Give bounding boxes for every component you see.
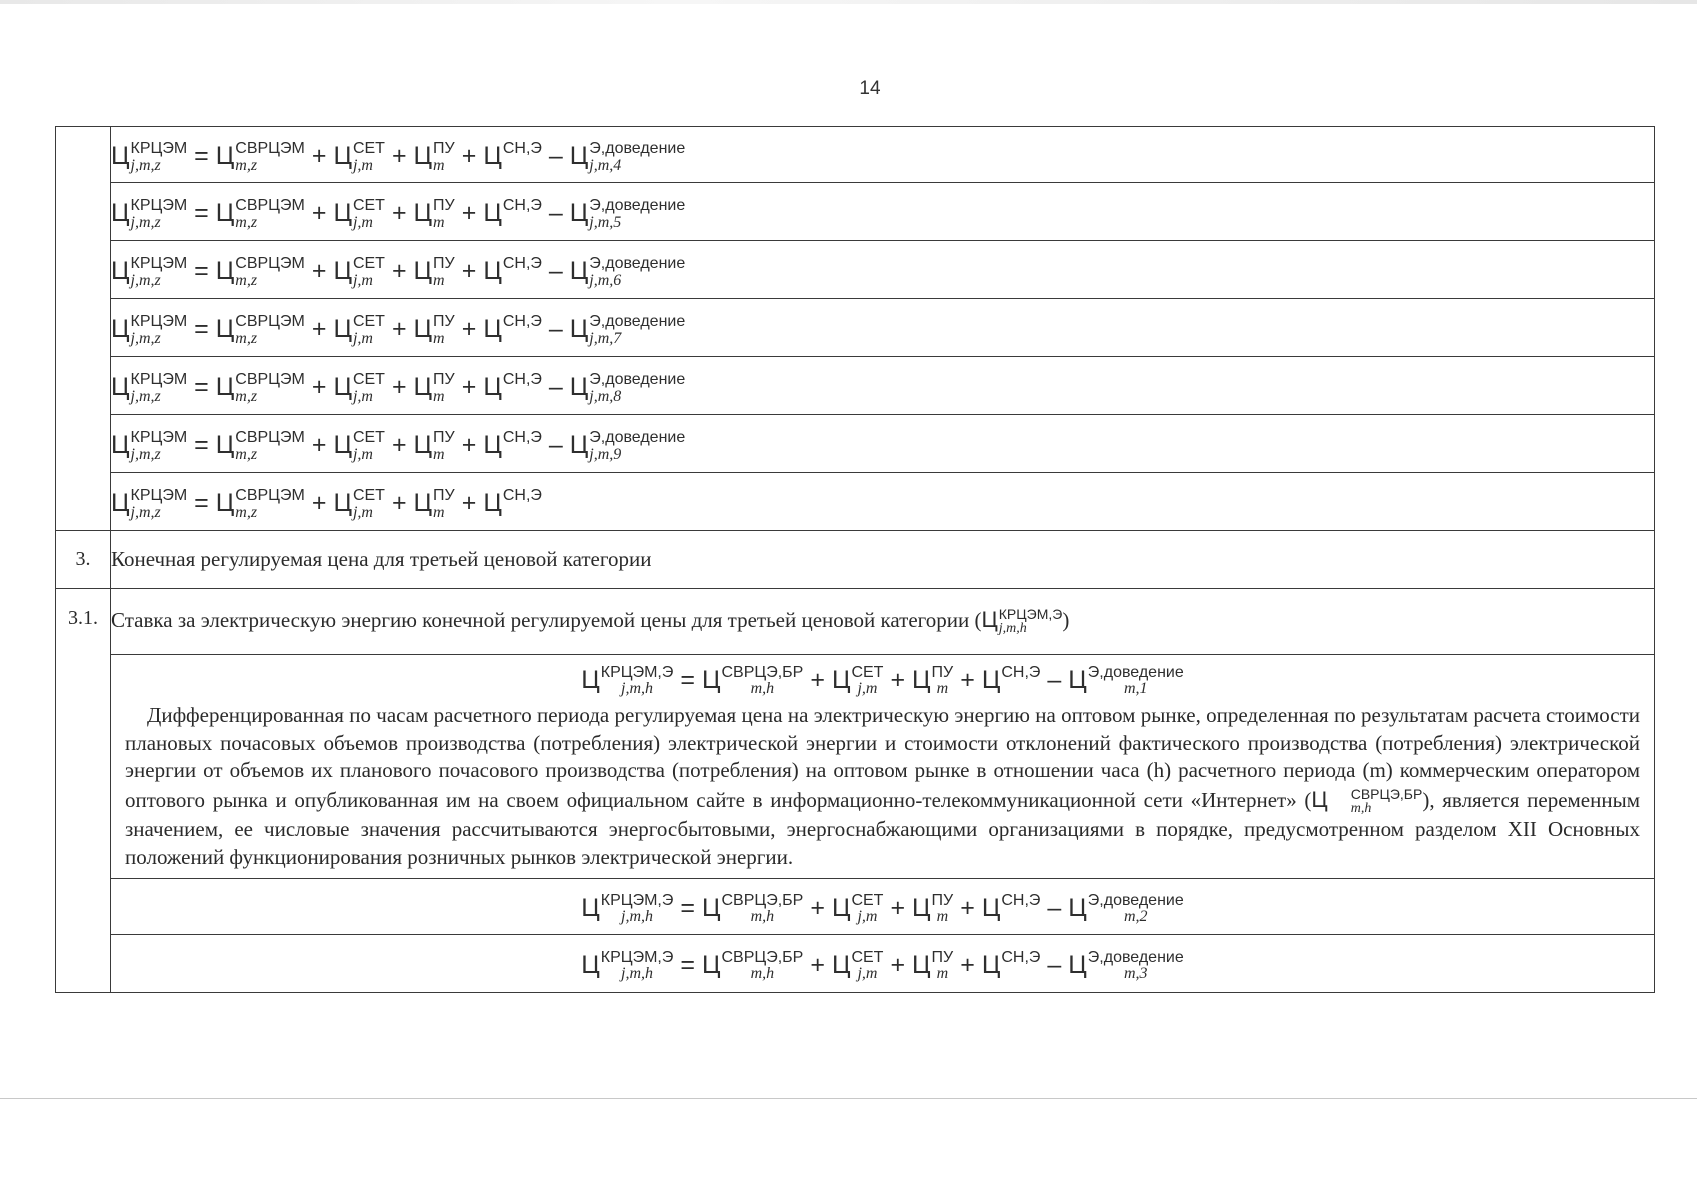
symbol: Ц: [215, 431, 235, 460]
subscript: j,m,h: [621, 965, 654, 983]
superscript: СН,Э: [1001, 664, 1041, 681]
operator: +: [810, 893, 825, 922]
symbol: Ц: [333, 315, 352, 344]
operator: +: [461, 489, 477, 518]
operator: +: [311, 142, 327, 171]
symbol: Ц: [831, 950, 851, 979]
paragraph-text: ), является переменным значением, ее числовые значения рассчитываются энергосбытовыми, энергоснабжающими организациями в порядке, предусмотренном разделом XII Основных положений функционирования розничных рынков электрической энергии.: [125, 788, 1640, 869]
superscript: Э,доведение: [589, 197, 686, 215]
symbol: Ц: [483, 373, 502, 402]
symbol: Ц: [111, 142, 130, 171]
section-heading-text: Ставка за электрическую энергию конечной регулируемой цены для третьей ценовой категории (: [111, 608, 982, 633]
symbol: Ц: [981, 893, 1001, 922]
superscript: СЕТ: [352, 313, 385, 331]
superscript: СВРЦЭ,БР: [1350, 786, 1423, 803]
subscript: m,z: [235, 271, 258, 289]
superscript: КРЦЭМ,Э: [600, 948, 674, 966]
symbol: Ц: [111, 199, 130, 228]
table-row: [56, 299, 1655, 357]
symbol: Ц: [215, 142, 235, 171]
price-table: [55, 126, 1655, 993]
table-row: [56, 241, 1655, 299]
subscript: m: [936, 965, 949, 983]
operator: +: [890, 893, 906, 922]
superscript: СЕТ: [352, 255, 385, 273]
symbol: Ц: [333, 142, 352, 171]
subscript: m,h: [750, 965, 775, 983]
superscript: СЕТ: [352, 487, 385, 505]
subscript: j,m: [352, 387, 373, 405]
subscript: m: [433, 445, 445, 463]
page-number: 14: [859, 78, 881, 99]
operator: =: [680, 950, 695, 979]
symbol: Ц: [581, 950, 600, 979]
superscript: ПУ: [433, 140, 455, 158]
paragraph: [125, 702, 1640, 872]
superscript: КРЦЭМ: [130, 313, 188, 331]
superscript: СВРЦЭМ: [235, 429, 305, 447]
superscript: СВРЦЭМ: [235, 255, 305, 273]
subscript: j,m,z: [130, 387, 161, 405]
formula: [111, 482, 542, 521]
operator: –: [548, 315, 563, 344]
superscript: ПУ: [433, 429, 455, 447]
superscript: СН,Э: [502, 313, 542, 331]
operator: +: [810, 665, 825, 694]
symbol: Ц: [831, 893, 851, 922]
subscript: j,m,h: [998, 620, 1027, 636]
superscript: ПУ: [931, 891, 954, 909]
symbol: Ц: [581, 893, 600, 922]
symbol: Ц: [215, 315, 235, 344]
symbol: Ц: [569, 199, 589, 228]
subscript: j,m,4: [589, 156, 622, 174]
symbol: Ц: [111, 373, 130, 402]
superscript: Э,доведение: [589, 371, 686, 389]
symbol: Ц: [215, 373, 235, 402]
formula-cell: [111, 299, 1655, 357]
section-heading: Конечная регулируемая цена для третьей ценовой категории: [111, 531, 1655, 589]
subscript: m: [433, 156, 445, 174]
superscript: ПУ: [433, 487, 455, 505]
subscript: m,h: [750, 908, 775, 926]
formula: [111, 366, 685, 405]
symbol: Ц: [413, 199, 433, 228]
superscript: Э,доведение: [1087, 891, 1184, 909]
symbol: Ц: [111, 257, 130, 286]
operator: +: [960, 893, 975, 922]
table-row: [56, 589, 1655, 655]
symbol: Ц: [483, 489, 502, 518]
operator: –: [1047, 950, 1062, 979]
superscript: КРЦЭМ,Э: [600, 664, 674, 681]
subscript: j,m: [857, 680, 878, 698]
formula: [581, 887, 1184, 926]
subscript: m,z: [235, 445, 258, 463]
subscript: m: [433, 271, 445, 289]
subscript: j,m,z: [130, 445, 161, 463]
superscript: СН,Э: [502, 197, 542, 215]
subscript: m: [433, 213, 445, 231]
table-row: [56, 127, 1655, 183]
subscript: j,m: [352, 156, 373, 174]
subscript: j,m,h: [621, 908, 654, 926]
subscript: m: [433, 387, 445, 405]
subscript: j,m,6: [589, 271, 622, 289]
subscript: j,m,z: [130, 156, 161, 174]
operator: +: [391, 431, 407, 460]
operator: +: [960, 950, 975, 979]
symbol: Ц: [912, 893, 931, 922]
superscript: СВРЦЭМ: [235, 197, 305, 215]
superscript: СЕТ: [352, 429, 385, 447]
subscript: j,m: [857, 965, 878, 983]
symbol: Ц: [413, 489, 433, 518]
subscript: j,m,z: [130, 329, 161, 347]
superscript: СВРЦЭМ: [235, 140, 305, 158]
subscript: j,m,z: [130, 213, 161, 231]
subscript: j,m: [352, 271, 373, 289]
table-row: [56, 878, 1655, 934]
symbol: Ц: [581, 665, 600, 694]
formula-cell: [111, 241, 1655, 299]
superscript: КРЦЭМ: [130, 487, 188, 505]
operator: +: [890, 665, 906, 694]
symbol: Ц: [413, 142, 433, 171]
superscript: СН,Э: [502, 487, 542, 505]
superscript: СВРЦЭМ: [235, 313, 305, 331]
subscript: m,h: [750, 680, 775, 698]
symbol: Ц: [981, 607, 998, 633]
formula-cell: [111, 934, 1655, 992]
formula: [111, 308, 685, 347]
operator: +: [461, 257, 477, 286]
section-heading: [111, 589, 1655, 655]
superscript: Э,доведение: [589, 140, 686, 158]
formula-cell: [111, 127, 1655, 183]
superscript: Э,доведение: [1087, 664, 1184, 681]
subscript: m,1: [1123, 680, 1148, 698]
superscript: СВРЦЭМ: [235, 487, 305, 505]
superscript: СЕТ: [352, 371, 385, 389]
symbol: Ц: [981, 950, 1001, 979]
paragraph-text: Дифференцированная по часам расчетного периода регулируемая цена на электрическую энергию на оптовом рынке, определенная по результатам расчета стоимости плановых почасовых объемов производства (потребления) электрической энергии и стоимости отклонений фактического производства (потребления) электрической энергии от объемов их планового почасового производства (потребления) на оптовом рынке в отношении часа (h) расчетного периода (m) коммерческим оператором оптового рынка и опубликованная им на своем официальном сайте в информационно-телекоммуникационной сети «Интернет» (: [125, 702, 1640, 813]
subscript: j,m,5: [589, 213, 622, 231]
symbol: Ц: [111, 431, 130, 460]
row-number: [56, 127, 111, 531]
symbol: Ц: [831, 665, 851, 694]
superscript: ПУ: [433, 313, 455, 331]
formula: [111, 192, 685, 231]
formula-cell: [111, 415, 1655, 473]
scan-edge: [0, 1098, 1697, 1099]
subscript: m,z: [235, 156, 258, 174]
superscript: СН,Э: [502, 140, 542, 158]
operator: +: [461, 431, 477, 460]
symbol: Ц: [1311, 787, 1328, 813]
symbol: Ц: [333, 431, 352, 460]
subscript: j,m,z: [130, 503, 161, 521]
superscript: СН,Э: [502, 371, 542, 389]
symbol: Ц: [981, 665, 1001, 694]
superscript: СВРЦЭ,БР: [721, 891, 804, 909]
table-row: [56, 183, 1655, 241]
table-row: [56, 934, 1655, 992]
symbol: Ц: [912, 950, 931, 979]
formula-cell: [111, 473, 1655, 531]
formula: [581, 944, 1184, 983]
subscript: j,m,8: [589, 387, 622, 405]
subscript: j,m: [352, 213, 373, 231]
operator: +: [391, 373, 407, 402]
symbol: Ц: [912, 665, 931, 694]
operator: –: [548, 142, 563, 171]
operator: =: [194, 199, 209, 228]
operator: +: [461, 315, 477, 344]
subscript: m: [936, 908, 949, 926]
formula: [111, 424, 685, 463]
operator: +: [461, 199, 477, 228]
symbol: Ц: [483, 315, 502, 344]
paren: ): [1062, 608, 1070, 633]
symbol: Ц: [215, 199, 235, 228]
subscript: j,m,h: [621, 680, 654, 698]
symbol: Ц: [413, 315, 433, 344]
superscript: КРЦЭМ: [130, 429, 188, 447]
subscript: j,m,7: [589, 329, 622, 347]
operator: =: [194, 257, 209, 286]
table-row: [56, 473, 1655, 531]
superscript: СВРЦЭ,БР: [721, 664, 804, 681]
table-row: [56, 531, 1655, 589]
subscript: m: [433, 329, 445, 347]
formula: [111, 250, 685, 289]
subscript: j,m: [352, 503, 373, 521]
superscript: Э,доведение: [1087, 948, 1184, 966]
operator: +: [391, 257, 407, 286]
operator: =: [680, 893, 695, 922]
symbol: Ц: [413, 373, 433, 402]
operator: =: [194, 142, 209, 171]
symbol: Ц: [569, 315, 589, 344]
symbol: Ц: [413, 257, 433, 286]
formula-cell: [111, 183, 1655, 241]
operator: +: [391, 489, 407, 518]
superscript: СВРЦЭМ: [235, 371, 305, 389]
subscript: j,m,z: [130, 271, 161, 289]
superscript: КРЦЭМ,Э: [600, 891, 674, 909]
symbol: Ц: [111, 489, 130, 518]
subscript: m: [936, 680, 949, 698]
row-number: 3.1.: [56, 589, 111, 993]
symbol: Ц: [215, 489, 235, 518]
operator: +: [461, 373, 477, 402]
operator: +: [391, 315, 407, 344]
operator: +: [311, 373, 327, 402]
formula-with-paragraph: [111, 655, 1655, 879]
superscript: ПУ: [433, 197, 455, 215]
superscript: КРЦЭМ: [130, 371, 188, 389]
operator: =: [194, 431, 209, 460]
subscript: m,h: [1350, 800, 1372, 816]
subscript: j,m,9: [589, 445, 622, 463]
superscript: СН,Э: [502, 429, 542, 447]
symbol: Ц: [333, 373, 352, 402]
superscript: Э,доведение: [589, 255, 686, 273]
operator: +: [311, 489, 327, 518]
superscript: Э,доведение: [589, 313, 686, 331]
symbol: Ц: [333, 489, 352, 518]
operator: +: [311, 315, 327, 344]
symbol: Ц: [333, 199, 352, 228]
superscript: КРЦЭМ: [130, 140, 188, 158]
table-row: [56, 415, 1655, 473]
superscript: СЕТ: [851, 948, 884, 966]
operator: +: [391, 142, 407, 171]
inline-symbol: [981, 606, 1063, 636]
operator: +: [810, 950, 825, 979]
superscript: СН,Э: [1001, 891, 1041, 909]
superscript: СВРЦЭ,БР: [721, 948, 804, 966]
superscript: КРЦЭМ: [130, 197, 188, 215]
operator: –: [548, 431, 563, 460]
subscript: j,m: [352, 445, 373, 463]
formula: [111, 135, 685, 174]
subscript: j,m: [857, 908, 878, 926]
superscript: КРЦЭМ,Э: [998, 606, 1063, 623]
symbol: Ц: [569, 142, 589, 171]
operator: –: [1047, 893, 1062, 922]
symbol: Ц: [413, 431, 433, 460]
operator: –: [548, 199, 563, 228]
symbol: Ц: [569, 431, 589, 460]
symbol: Ц: [483, 199, 502, 228]
symbol: Ц: [1068, 665, 1087, 694]
subscript: m,z: [235, 503, 258, 521]
operator: –: [548, 257, 563, 286]
symbol: Ц: [701, 950, 721, 979]
superscript: СН,Э: [1001, 948, 1041, 966]
operator: =: [194, 315, 209, 344]
row-number: 3.: [56, 531, 111, 589]
subscript: m,z: [235, 329, 258, 347]
subscript: j,m: [352, 329, 373, 347]
subscript: m,z: [235, 213, 258, 231]
symbol: Ц: [1068, 893, 1087, 922]
superscript: СН,Э: [502, 255, 542, 273]
operator: =: [194, 489, 209, 518]
subscript: m,z: [235, 387, 258, 405]
operator: +: [461, 142, 477, 171]
operator: +: [311, 199, 327, 228]
formula-cell: [111, 878, 1655, 934]
scan-edge: [0, 0, 1697, 4]
operator: =: [680, 665, 695, 694]
symbol: Ц: [333, 257, 352, 286]
operator: +: [311, 257, 327, 286]
superscript: Э,доведение: [589, 429, 686, 447]
formula-cell: [111, 357, 1655, 415]
superscript: ПУ: [931, 664, 954, 681]
operator: +: [890, 950, 906, 979]
symbol: Ц: [701, 893, 721, 922]
table-row: [56, 655, 1655, 879]
subscript: m: [433, 503, 445, 521]
superscript: ПУ: [433, 371, 455, 389]
symbol: Ц: [111, 315, 130, 344]
symbol: Ц: [1068, 950, 1087, 979]
superscript: ПУ: [931, 948, 954, 966]
operator: –: [548, 373, 563, 402]
subscript: m,3: [1123, 965, 1148, 983]
formula: [581, 659, 1184, 698]
superscript: СЕТ: [851, 891, 884, 909]
superscript: СЕТ: [352, 140, 385, 158]
table-row: [56, 357, 1655, 415]
operator: +: [391, 199, 407, 228]
symbol: Ц: [569, 257, 589, 286]
symbol: Ц: [483, 257, 502, 286]
superscript: ПУ: [433, 255, 455, 273]
symbol: Ц: [483, 142, 502, 171]
symbol: Ц: [483, 431, 502, 460]
symbol: Ц: [701, 665, 721, 694]
subscript: m,2: [1123, 908, 1148, 926]
superscript: КРЦЭМ: [130, 255, 188, 273]
superscript: СЕТ: [352, 197, 385, 215]
operator: +: [960, 665, 975, 694]
symbol: Ц: [215, 257, 235, 286]
superscript: СЕТ: [851, 664, 884, 681]
operator: –: [1047, 665, 1062, 694]
symbol: Ц: [569, 373, 589, 402]
operator: +: [311, 431, 327, 460]
inline-symbol: [1311, 786, 1423, 816]
operator: =: [194, 373, 209, 402]
